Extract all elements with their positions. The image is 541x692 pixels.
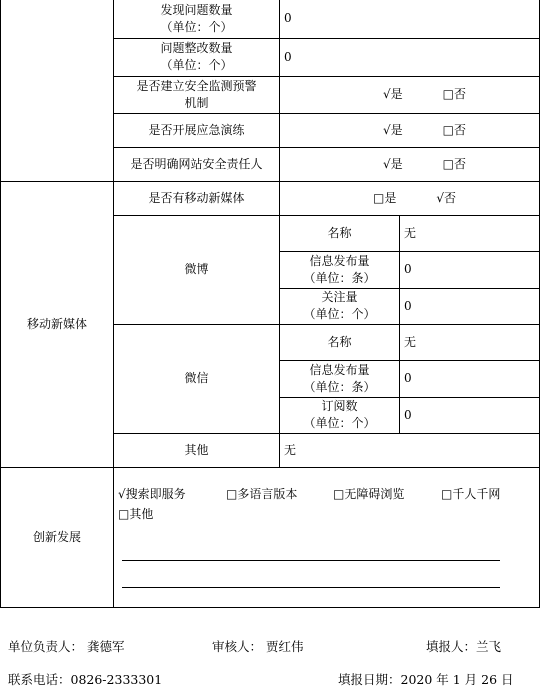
weixin-posts-value: 0 [400, 360, 540, 397]
no-option[interactable]: □否 [442, 122, 466, 137]
yes-option[interactable]: √是 [383, 122, 403, 137]
emergency-drill-choice [280, 113, 540, 147]
option-accessibility[interactable]: □无障碍浏览 [333, 486, 405, 501]
weixin-name-value: 无 [400, 324, 540, 360]
monitoring-warning-choice [280, 76, 540, 113]
weixin-name-label: 名称 [280, 324, 400, 360]
weibo-followers-value: 0 [400, 288, 540, 324]
weixin-subscribers-value: 0 [400, 397, 540, 433]
fill-date: 填报日期：2020 年 1 月 26 日 [338, 672, 514, 687]
option-personalized[interactable]: □千人千网 [441, 486, 501, 501]
filler: 填报人：兰飞 [426, 639, 502, 654]
has-mobile-media-label: 是否有移动新媒体 [114, 181, 280, 215]
security-owner-label: 是否明确网站安全责任人 [114, 147, 280, 181]
weixin-subscribers-label: 订阅数 （单位：个） [280, 397, 400, 433]
weibo-posts-label: 信息发布量 （单位：条） [280, 251, 400, 288]
weixin-posts-label: 信息发布量 （单位：条） [280, 360, 400, 397]
no-option[interactable]: □否 [442, 87, 466, 101]
no-option[interactable]: □否 [442, 156, 466, 171]
unit-head: 单位负责人： 龚德军 [8, 639, 125, 654]
yes-option[interactable]: √是 [383, 87, 403, 101]
fill-line[interactable] [122, 561, 500, 588]
other-media-value: 无 [280, 433, 540, 467]
monitoring-warning-label: 是否建立安全监测预警 机制 [114, 76, 280, 113]
contact-phone: 联系电话：0826-2333301 [8, 672, 163, 687]
no-option[interactable]: √否 [436, 190, 456, 205]
mobile-media-section-label: 移动新媒体 [1, 181, 114, 467]
has-mobile-media-choice [280, 181, 540, 215]
weibo-name-value: 无 [400, 215, 540, 251]
innovation-options-cell [114, 467, 540, 607]
weibo-label: 微博 [114, 215, 280, 324]
security-owner-choice [280, 147, 540, 181]
issues-found-value: 0 [280, 0, 540, 38]
fill-line[interactable] [122, 534, 500, 561]
emergency-drill-label: 是否开展应急演练 [114, 113, 280, 147]
yes-option[interactable]: √是 [383, 156, 403, 171]
weibo-posts-value: 0 [400, 251, 540, 288]
issues-fixed-label: 问题整改数量 （单位：个） [114, 38, 280, 76]
issues-found-label: 发现问题数量 （单位：个） [114, 0, 280, 38]
option-search-service[interactable]: √搜索即服务 [118, 486, 186, 501]
yes-option[interactable]: □是 [373, 190, 397, 205]
option-other[interactable]: □其他 [118, 506, 154, 521]
reviewer: 审核人： 贾红伟 [212, 639, 304, 654]
weixin-label: 微信 [114, 324, 280, 433]
other-media-label: 其他 [114, 433, 280, 467]
issues-fixed-value: 0 [280, 38, 540, 76]
weibo-followers-label: 关注量 （单位：个） [280, 288, 400, 324]
innovation-label: 创新发展 [1, 467, 114, 607]
option-multilingual[interactable]: □多语言版本 [226, 486, 298, 501]
section1-left-cell [1, 0, 114, 181]
weibo-name-label: 名称 [280, 215, 400, 251]
